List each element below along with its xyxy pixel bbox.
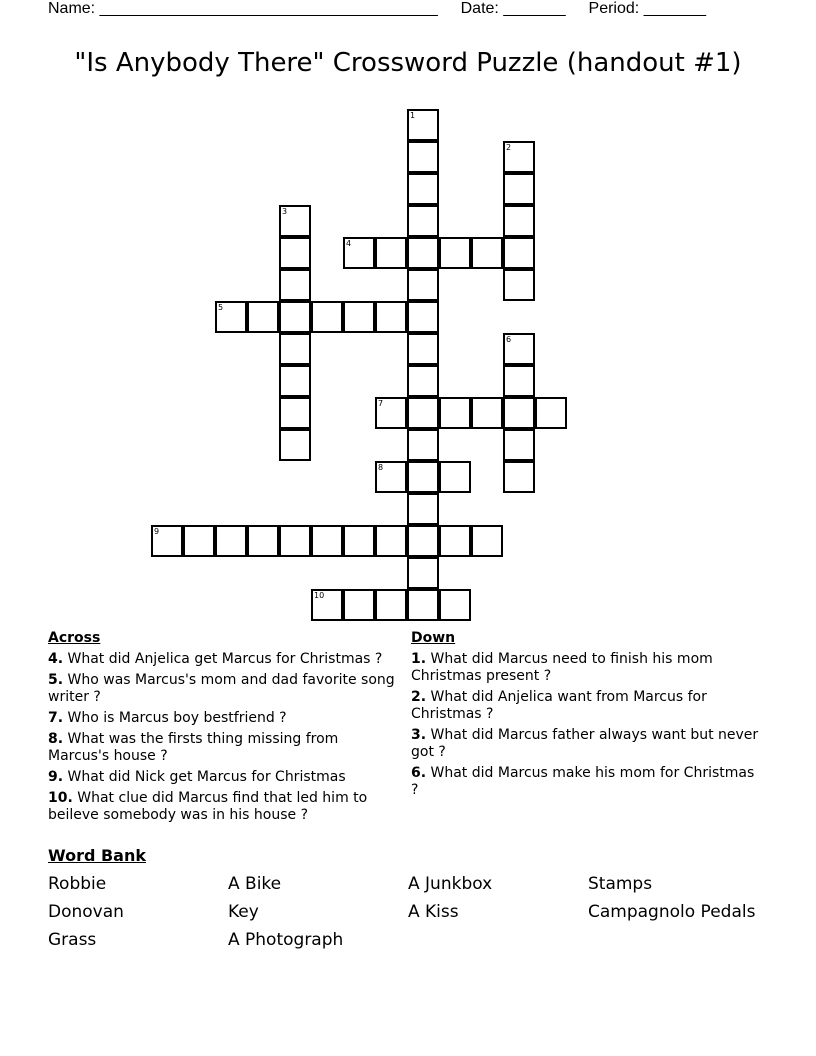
crossword-cell[interactable] [407, 141, 439, 173]
crossword-cell[interactable] [375, 525, 407, 557]
crossword-cell[interactable] [279, 333, 311, 365]
clue-number: 2. [411, 689, 427, 705]
clue-number: 8 [378, 463, 384, 472]
date-blank: _______ [503, 0, 566, 17]
crossword-cell[interactable] [407, 173, 439, 205]
down-clues [411, 630, 761, 803]
crossword-cell[interactable] [407, 525, 439, 557]
crossword-cell[interactable] [311, 589, 343, 621]
down-clue [411, 727, 761, 761]
clue-number: 4 [346, 239, 352, 248]
crossword-cell[interactable] [311, 525, 343, 557]
period-label: Period: [588, 0, 640, 17]
crossword-cell[interactable] [343, 589, 375, 621]
across-clue [48, 651, 398, 668]
clue-number: 5. [48, 672, 64, 688]
clue-number: 10. [48, 790, 73, 806]
crossword-cell[interactable] [375, 301, 407, 333]
word-bank-item: A Junkbox [408, 874, 493, 894]
period-blank: _______ [643, 0, 706, 17]
crossword-cell[interactable] [279, 429, 311, 461]
clue-text: What did Anjelica get Marcus for Christmas ? [63, 651, 383, 667]
clue-number: 7 [378, 399, 384, 408]
crossword-cell[interactable] [407, 333, 439, 365]
crossword-cell[interactable] [183, 525, 215, 557]
crossword-cell[interactable] [503, 365, 535, 397]
clue-text: Who is Marcus boy bestfriend ? [63, 710, 287, 726]
clue-text: What was the firsts thing missing from Marcus's house ? [48, 731, 339, 764]
crossword-cell[interactable] [407, 205, 439, 237]
crossword-cell[interactable] [407, 589, 439, 621]
clue-text: Who was Marcus's mom and dad favorite song writer ? [48, 672, 395, 705]
crossword-cell[interactable] [407, 429, 439, 461]
date-label: Date: [460, 0, 499, 17]
clue-number: 5 [218, 303, 224, 312]
down-clue [411, 689, 761, 723]
crossword-cell[interactable] [407, 493, 439, 525]
crossword-cell[interactable] [439, 589, 471, 621]
across-clue [48, 790, 398, 824]
crossword-cell[interactable] [279, 205, 311, 237]
word-bank-item: Key [228, 902, 259, 922]
crossword-cell[interactable] [375, 397, 407, 429]
clue-number: 7. [48, 710, 64, 726]
crossword-cell[interactable] [407, 461, 439, 493]
crossword-cell[interactable] [439, 237, 471, 269]
crossword-cell[interactable] [407, 365, 439, 397]
clue-number: 6. [411, 765, 427, 781]
clue-number: 3. [411, 727, 427, 743]
down-clue [411, 765, 761, 799]
crossword-cell[interactable] [343, 301, 375, 333]
header-line [48, 0, 706, 18]
crossword-cell[interactable] [375, 237, 407, 269]
clue-text: What did Marcus make his mom for Christmas ? [411, 765, 755, 798]
crossword-cell[interactable] [503, 461, 535, 493]
crossword-cell[interactable] [279, 301, 311, 333]
crossword-cell[interactable] [247, 301, 279, 333]
crossword-cell[interactable] [471, 525, 503, 557]
page-title: "Is Anybody There" Crossword Puzzle (handout #1) [74, 48, 742, 78]
crossword-cell[interactable] [407, 109, 439, 141]
word-bank-item: Grass [48, 930, 97, 950]
crossword-cell[interactable] [407, 397, 439, 429]
word-bank-item: Stamps [588, 874, 653, 894]
clue-text: What did Nick get Marcus for Christmas [63, 769, 346, 785]
clue-number: 2 [506, 143, 512, 152]
crossword-cell[interactable] [279, 397, 311, 429]
crossword-cell[interactable] [375, 589, 407, 621]
crossword-cell[interactable] [215, 301, 247, 333]
clue-text: What did Anjelica want from Marcus for Christmas ? [411, 689, 707, 722]
clue-text: What did Marcus father always want but never got ? [411, 727, 759, 760]
crossword-cell[interactable] [279, 269, 311, 301]
down-clue [411, 651, 761, 685]
clue-number: 3 [282, 207, 288, 216]
crossword-cell[interactable] [407, 301, 439, 333]
clue-number: 4. [48, 651, 64, 667]
clue-number: 8. [48, 731, 64, 747]
crossword-cell[interactable] [279, 525, 311, 557]
crossword-cell[interactable] [503, 237, 535, 269]
crossword-cell[interactable] [407, 269, 439, 301]
crossword-cell[interactable] [279, 365, 311, 397]
word-bank-item: Campagnolo Pedals [588, 902, 756, 922]
crossword-cell[interactable] [503, 397, 535, 429]
clue-number: 10 [314, 591, 325, 600]
crossword-cell[interactable] [503, 333, 535, 365]
crossword-cell[interactable] [343, 237, 375, 269]
crossword-cell[interactable] [311, 301, 343, 333]
word-bank-item: Donovan [48, 902, 124, 922]
crossword-cell[interactable] [503, 141, 535, 173]
across-clues [48, 630, 398, 828]
crossword-cell[interactable] [151, 525, 183, 557]
crossword-cell[interactable] [535, 397, 567, 429]
crossword-cell[interactable] [503, 269, 535, 301]
crossword-cell[interactable] [439, 525, 471, 557]
clue-number: 1. [411, 651, 427, 667]
clue-text: What did Marcus need to finish his mom Christmas present ? [411, 651, 713, 684]
name-blank: ______________________________________ [99, 0, 438, 17]
word-bank-item: A Photograph [228, 930, 344, 950]
crossword-cell[interactable] [407, 557, 439, 589]
crossword-cell[interactable] [279, 237, 311, 269]
crossword-cell[interactable] [407, 237, 439, 269]
crossword-cell[interactable] [439, 397, 471, 429]
down-heading: Down [411, 630, 456, 646]
word-bank-item: A Kiss [408, 902, 459, 922]
crossword-cell[interactable] [471, 237, 503, 269]
crossword-cell[interactable] [439, 461, 471, 493]
word-bank-item: A Bike [228, 874, 282, 894]
crossword-cell[interactable] [503, 205, 535, 237]
crossword-cell[interactable] [375, 461, 407, 493]
crossword-cell[interactable] [343, 525, 375, 557]
across-clue [48, 731, 398, 765]
word-bank-item: Robbie [48, 874, 107, 894]
across-clue [48, 672, 398, 706]
clue-number: 9 [154, 527, 160, 536]
clue-number: 6 [506, 335, 512, 344]
crossword-cell[interactable] [247, 525, 279, 557]
name-label: Name: [48, 0, 96, 17]
clue-text: What clue did Marcus find that led him to beileve somebody was in his house ? [48, 790, 368, 823]
crossword-cell[interactable] [503, 429, 535, 461]
across-clue [48, 710, 398, 727]
clue-number: 9. [48, 769, 64, 785]
word-bank-heading: Word Bank [48, 846, 147, 865]
across-clue [48, 769, 398, 786]
crossword-cell[interactable] [215, 525, 247, 557]
clue-number: 1 [410, 111, 416, 120]
across-heading: Across [48, 630, 101, 646]
crossword-cell[interactable] [503, 173, 535, 205]
crossword-cell[interactable] [471, 397, 503, 429]
